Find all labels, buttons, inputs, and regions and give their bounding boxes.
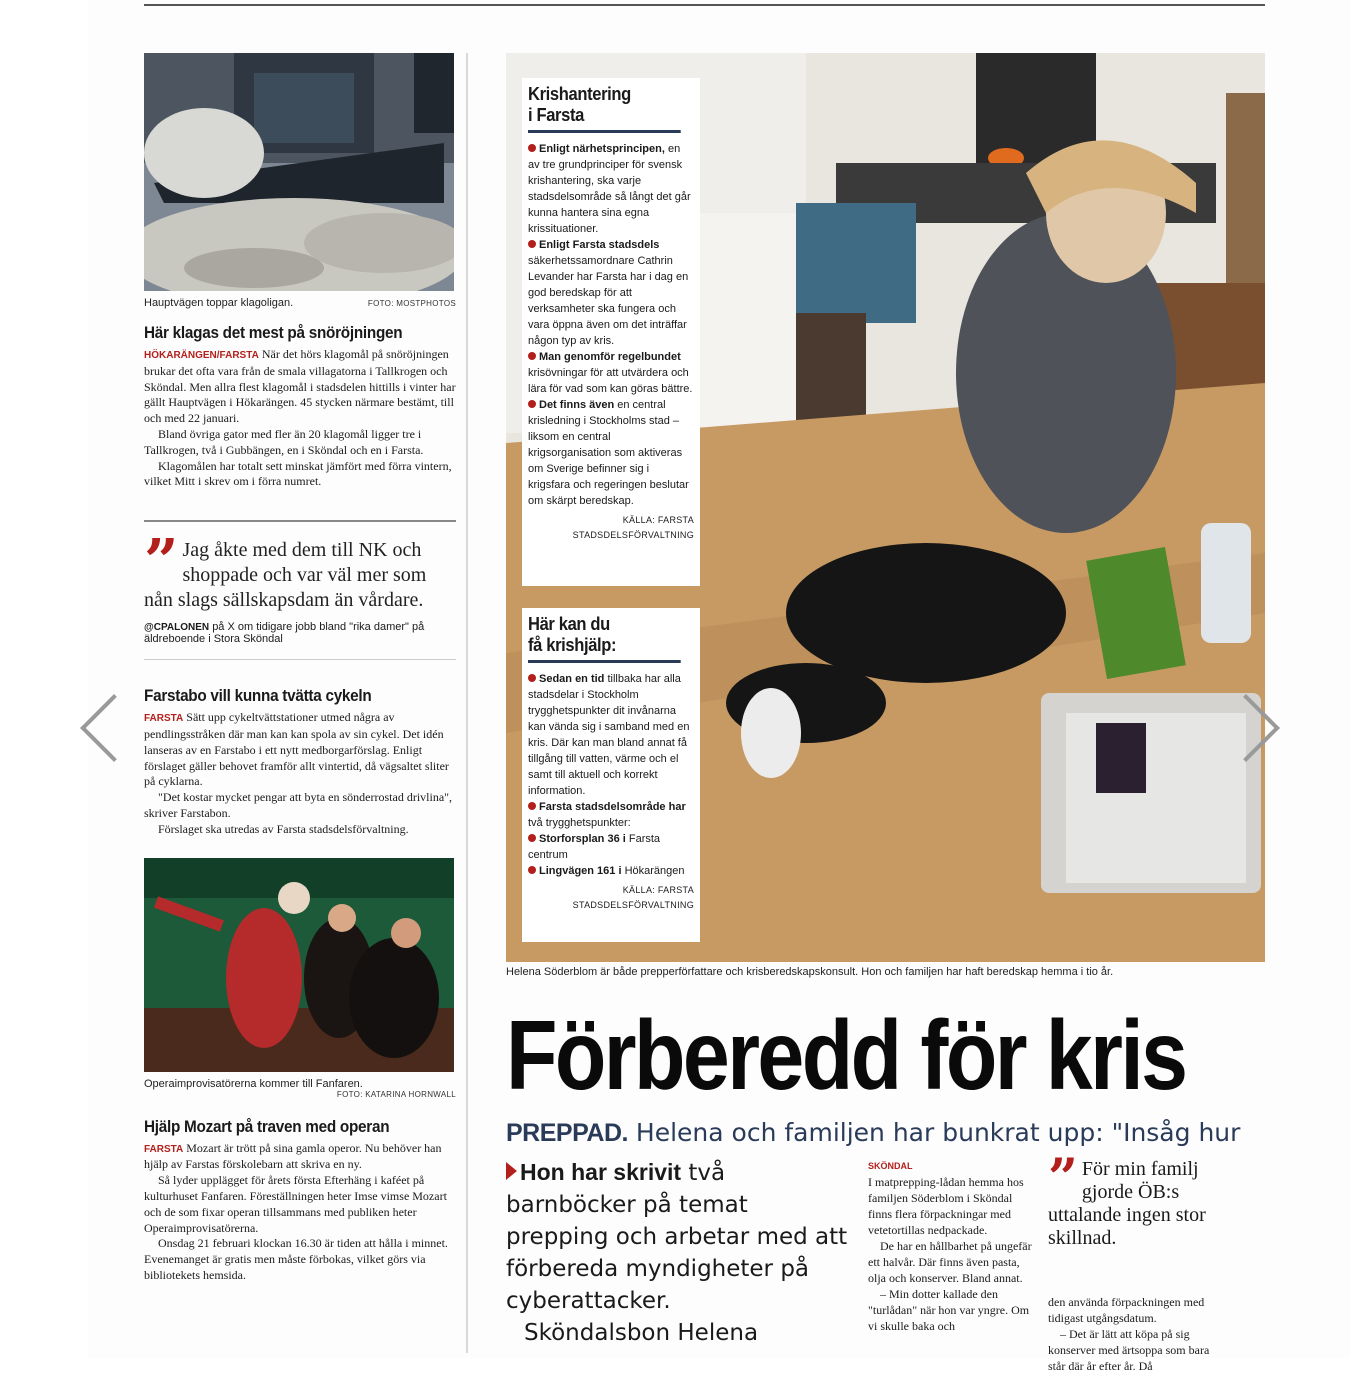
bullet-lead: Enligt närhetsprincipen, — [539, 143, 665, 155]
bullet-icon — [528, 834, 536, 842]
bullet-text: Farsta centrum — [528, 833, 661, 861]
snowplow-photo — [144, 53, 454, 291]
lead-paragraph — [506, 1156, 851, 1349]
factbox-source: KÄLLA: FARSTA STADSDELSFÖRVALTNING — [572, 515, 694, 540]
factbox-crisis-management — [522, 78, 700, 586]
article-headline: Hjälp Mozart på traven med operan — [144, 1116, 390, 1136]
quote-source-text: på X om tidigare jobb bland "rika damer" på äldreboende i Stora Sköndal — [144, 621, 425, 646]
bullet-lead: Sedan en tid — [539, 673, 605, 685]
bullet-lead: Lingvägen 161 i — [539, 865, 622, 877]
quote-mark-icon: ” — [1048, 1148, 1078, 1209]
dek-text: Helena och familjen har bunkrat upp: "Insåg hur — [635, 1118, 1241, 1147]
article-paragraph: Förslaget ska utredas av Farsta stadsdelsförvaltning. — [158, 821, 409, 836]
factbox-title-line: i Farsta — [528, 105, 584, 125]
caption-text: Operaimprovisatörerna kommer till Fanfaren. — [144, 1077, 363, 1090]
article-paragraph: I matprepping-lådan hemma hos familjen Söderblom i Sköndal finns flera förpackningar med vetetortillas nedpackade. — [868, 1175, 1024, 1237]
bullet-icon — [528, 352, 536, 360]
article-paragraph: Mozart är trött på sina gamla operor. Nu behöver han hjälp av Farstas förskolebarn att skriva en ny. — [144, 1140, 442, 1172]
bullet-text: en av tre grundprinciper för svensk krishantering, ska varje stadsdelsområde så långt det går kunna hantera sina egna krissituationer. — [528, 143, 691, 235]
bullet-icon — [528, 144, 536, 152]
factbox-title — [528, 84, 681, 133]
pull-quote — [1048, 1148, 1216, 1250]
article-paragraph: Onsdag 21 februari klockan 16.30 är tiden att hålla i minnet. Evenemanget är gratis men måste förbokas, vilket görs via bibliotekets hemsida. — [144, 1236, 448, 1282]
article-kicker: FARSTA — [144, 1143, 184, 1155]
article-paragraph: Sätt upp cykeltvättstationer utmed några av pendlingsstråken där man kan kan spola av sin cykel. Det idén lanseras av en Farstabo i ett nytt medborgarförslag. Enligt förslaget gäller behovet framför allt vintertid, då vägsaltet sliter på cyklarna. — [144, 710, 449, 789]
top-rule — [144, 4, 1265, 6]
article-column — [868, 1158, 1034, 1334]
article-paragraph: "Det kostar mycket pengar att byta en sönderrostad drivlina", skriver Farstabon. — [144, 790, 453, 820]
section-divider — [144, 520, 456, 522]
bullet-text: Hökarängen — [621, 865, 685, 877]
bullet-lead: Storforsplan 36 i — [539, 833, 626, 845]
lead-bold: Hon har skrivit — [520, 1159, 682, 1185]
bullet-lead: Enligt Farsta stadsdels — [539, 239, 660, 251]
article-body — [144, 347, 456, 490]
article-kicker: SKÖNDAL — [868, 1161, 913, 1171]
lead-marker-icon — [506, 1162, 517, 1180]
article-kicker: FARSTA — [144, 713, 184, 725]
factbox-title-line: Krishantering — [528, 84, 631, 104]
factbox-source: KÄLLA: FARSTA STADSDELSFÖRVALTNING — [572, 885, 694, 910]
dek-label: PREPPAD. — [506, 1119, 628, 1147]
article-column — [1048, 1148, 1216, 1374]
factbox-body — [528, 141, 694, 509]
article-paragraph: den använda förpackningen med tidigast utgångsdatum. — [1048, 1295, 1205, 1325]
bullet-lead: Man genomför regelbundet — [539, 351, 681, 363]
main-photo-caption: Helena Söderblom är både prepperförfattare och krisberedskapskonsult. Hon och familjen har haft beredskap hemma i tio år. — [506, 966, 1114, 978]
quote-text: Jag åkte med dem till NK och shoppade och var väl mer som nån slags sällskapsdam än vårdare. — [144, 539, 427, 612]
opera-photo — [144, 858, 454, 1072]
bullet-icon — [528, 400, 536, 408]
bullet-lead: Farsta stadsdelsområde har — [539, 801, 686, 813]
factbox-crisis-help — [522, 608, 700, 942]
article-body — [1048, 1294, 1216, 1374]
article-kicker: HÖKARÄNGEN/FARSTA — [144, 350, 259, 361]
lead-text: Sköndalsbon Helena — [524, 1320, 759, 1346]
article-paragraph: Bland övriga gator med fler än 20 klagomål ligger tre i Tallkrogen, två i Gubbängen, en i Sköndal och en i Farsta. — [144, 426, 424, 457]
article-paragraph: De har en hållbarhet på ungefär ett halvår. Där finns även pasta, olja och konserver. Bland annat. — [868, 1239, 1032, 1285]
quote-source — [144, 621, 456, 645]
factbox-body — [528, 671, 694, 879]
bullet-text: tillbaka har alla stadsdelar i Stockholm trygghetspunkter dit invånarna kan vända sig i samband med en kris. Där kan man bland annat få tillgång till vatten, värme och el samt till aktuell och korrekt information. — [528, 673, 690, 797]
article-paragraph: – Det är lätt att köpa på sig konserver med ärtsoppa som bara står där år efter år. Då — [1048, 1327, 1210, 1373]
factbox-title — [528, 614, 681, 663]
article-paragraph: – Min dotter kallade den "turlådan" när hon var yngre. Om vi skulle baka och — [868, 1287, 1030, 1333]
quote-text: För min familj gjorde ÖB:s uttalande ingen stor skillnad. — [1048, 1158, 1206, 1249]
article-body — [144, 1141, 456, 1284]
bullet-text: två trygghetspunkter: — [528, 817, 631, 829]
pull-quote — [144, 527, 456, 613]
factbox-title-line: få krishjälp: — [528, 635, 617, 655]
quote-handle: @CPALONEN — [144, 622, 210, 634]
article-paragraph: Så lyder upplägget för årets första Efterhäng i kaféet på kulturhuset Fanfaren. Föreställningen heter Imse vimse Mozart och de som fixar operan tillsammans med publiken heter Operaimprovisatörerna. — [144, 1173, 447, 1235]
main-dek — [506, 1118, 1240, 1148]
article-paragraph: Klagomålen har totalt sett minskat jämfört med förra vintern, vilket Mitt i skrev om i förra numret. — [144, 458, 452, 489]
bullet-lead: Det finns även — [539, 399, 615, 411]
bullet-icon — [528, 866, 536, 874]
quote-mark-icon: ” — [144, 527, 179, 598]
bullet-icon — [528, 240, 536, 248]
photo-credit: FOTO: KATARINA HORNWALL — [336, 1089, 456, 1099]
factbox-title-line: Här kan du — [528, 614, 610, 634]
lead-text: två barnböcker på temat prepping och arbetar med att förbereda myndigheter på cyberattacker. — [506, 1160, 848, 1314]
photo-caption — [144, 297, 456, 309]
bullet-text: en central krisledning i Stockholms stad – liksom en central krigsorganisation som aktiveras om Sverige befinner sig i krigsfara och regeringen beslutar om skärpt beredskap. — [528, 399, 689, 507]
caption-text: Hauptvägen toppar klagoligan. — [144, 297, 294, 309]
article-headline: Här klagas det mest på snöröjningen — [144, 323, 403, 342]
photo-caption — [144, 1078, 456, 1099]
article-headline: Farstabo vill kunna tvätta cykeln — [144, 686, 372, 706]
column-divider — [466, 53, 468, 1353]
left-column — [144, 53, 456, 1284]
section-divider — [144, 659, 456, 660]
main-headline: Förberedd för kris — [506, 1000, 1186, 1110]
bullet-text: krisövningar för att utvärdera och lära för vad som kan göras bättre. — [528, 367, 693, 395]
bullet-text: säkerhetssamordnare Cathrin Levander har Farsta har i dag en god beredskap för att verksamheter ska fungera och vara öppna även om det inträffar någon typ av kris. — [528, 255, 689, 347]
bullet-icon — [528, 802, 536, 810]
photo-credit: FOTO: MOSTPHOTOS — [367, 299, 456, 308]
article-body — [144, 710, 456, 837]
bullet-icon — [528, 674, 536, 682]
article-paragraph: När det hörs klagomål på snöröjningen brukar det ofta vara från de smala villagatorna i Tallkrogen och Sköndal. Men allra flest klagomål i stadsdelen hittills i vinter har gällt Hauptvägen i Hökarängen. 45 stycken närmare bestämt, till och med 22 januari. — [144, 347, 456, 426]
